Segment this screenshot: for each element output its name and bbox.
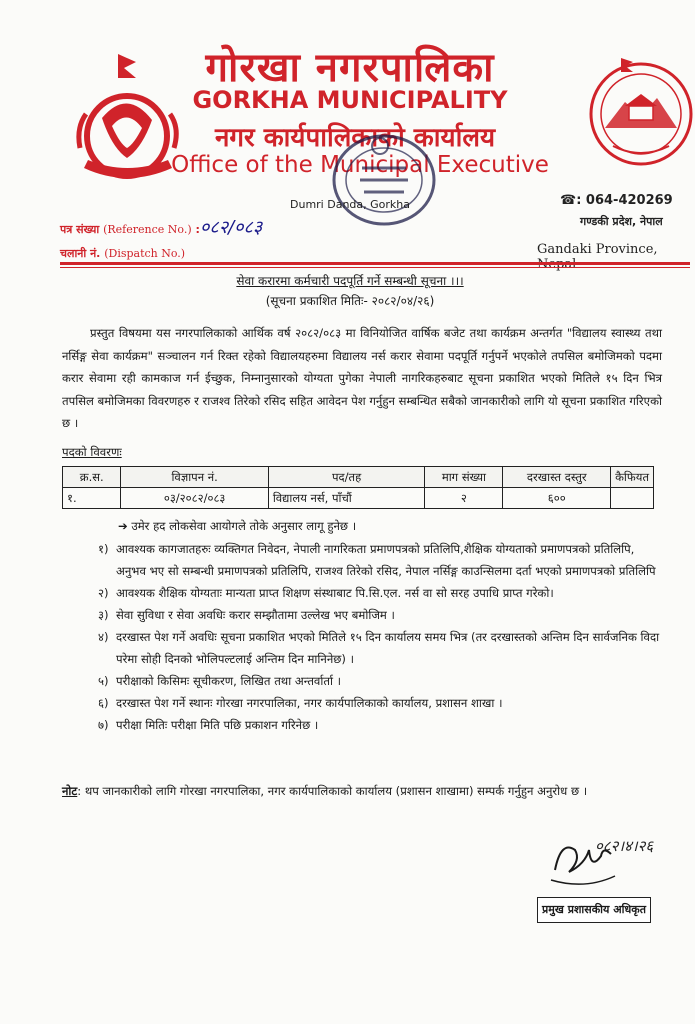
list-item bbox=[62, 604, 662, 626]
header-divider bbox=[60, 262, 690, 265]
notice-published-date: (सूचना प्रकाशित मितिः- २०८२/०४/२६) bbox=[265, 294, 435, 308]
cell-serial: १. bbox=[63, 488, 121, 509]
post-details-table bbox=[62, 466, 654, 509]
list-item-text: आवश्यक कागजातहरुः व्यक्तिगत निवेदन, नेपाली नागरिकता प्रमाणपत्रको प्रतिलिपि,शैक्षिक योग्यताको प्रमाणपत्रको प्रतिलिपि, अनुभव भए सो सम्बन्धी प्रमाणपत्रको प्रतिलिपि, राजश्व तिरेको रसिद, नेपाल नर्सिङ्ग काउन्सिलमा दर्ता भएको प्रमाणपत्रको प्रतिलिपि bbox=[116, 542, 656, 578]
cell-application-fee: ६०० bbox=[503, 488, 611, 509]
office-location: Dumri Danda, Gorkha bbox=[290, 198, 410, 211]
office-stamp-icon bbox=[322, 124, 442, 234]
list-item bbox=[62, 626, 662, 670]
list-item-number: १) bbox=[98, 542, 109, 556]
post-details-heading: पदको विवरणः bbox=[62, 445, 122, 459]
cell-advert-no: ०३/२०८२/०८३ bbox=[121, 488, 268, 509]
list-item bbox=[62, 582, 662, 604]
list-item-number: ४) bbox=[98, 630, 109, 644]
requirements-list bbox=[62, 538, 662, 736]
col-post-level: पद/तह bbox=[268, 467, 425, 488]
note-text: : थप जानकारीको लागि गोरखा नगरपालिका, नगर कार्यपालिकाको कार्यालय (प्रशासन शाखामा) सम्पर्क गर्नुहुन अनुरोध छ । bbox=[77, 784, 588, 798]
reference-label-en: (Reference No.) bbox=[103, 223, 192, 236]
signature-icon bbox=[545, 820, 675, 900]
list-item-text: दरखास्त पेश गर्ने स्थानः गोरखा नगरपालिका, नगर कार्यपालिकाको कार्यालय, प्रशासन शाखा । bbox=[116, 696, 503, 710]
list-item bbox=[62, 538, 662, 582]
reference-label: पत्र संख्या (Reference No.) : bbox=[60, 223, 200, 236]
list-item-text: परीक्षाको किसिमः सूचीकरण, लिखित तथा अन्तर्वार्ता । bbox=[116, 674, 342, 688]
officer-title-stamp: प्रमुख प्रशासकीय अधिकृत bbox=[537, 897, 651, 923]
dispatch-label bbox=[60, 246, 185, 261]
col-remarks: कैफियत bbox=[611, 467, 654, 488]
age-limit-note: ➔ उमेर हद लोकसेवा आयोगले तोके अनुसार लागू हुनेछ । bbox=[118, 519, 357, 533]
table-header-row bbox=[63, 467, 654, 488]
list-item-number: २) bbox=[98, 586, 109, 600]
list-item-number: ६) bbox=[98, 696, 109, 710]
list-item-text: सेवा सुविधा र सेवा अवधिः करार सम्झौतामा उल्लेख भए बमोजिम । bbox=[116, 608, 395, 622]
list-item bbox=[62, 692, 662, 714]
list-item-text: परीक्षा मितिः परीक्षा मिति पछि प्रकाशन गरिनेछ । bbox=[116, 718, 319, 732]
municipality-name-np: गोरखा नगरपालिका bbox=[205, 45, 495, 91]
table-row bbox=[63, 488, 654, 509]
province-np: गण्डकी प्रदेश, नेपाल bbox=[580, 215, 663, 228]
header-divider-thin bbox=[60, 267, 690, 268]
cell-demand-count: २ bbox=[425, 488, 503, 509]
cell-remarks bbox=[611, 488, 654, 509]
list-item-text: दरखास्त पेश गर्ने अवधिः सूचना प्रकाशित भएको मितिले १५ दिन कार्यालय समय भित्र (तर दरखास्तको अन्तिम दिन सार्वजनिक विदा परेमा सोही दिनको भोलिपल्टलाई अन्तिम दिन मानिनेछ) । bbox=[116, 630, 660, 666]
reference-number: ०८२/०८३ bbox=[200, 217, 263, 238]
list-item-number: ७) bbox=[98, 718, 109, 732]
municipality-logo-icon bbox=[585, 50, 695, 170]
office-name-np: नगर कार्यपालिकाको कार्यालय bbox=[214, 123, 496, 153]
footer-note bbox=[62, 780, 657, 802]
note-label: नोट bbox=[62, 784, 78, 798]
list-item bbox=[62, 670, 662, 692]
signature-date: ०८२।४।२६ bbox=[595, 837, 654, 855]
reference-label-np: पत्र संख्या bbox=[60, 223, 100, 236]
col-demand-count: माग संख्या bbox=[425, 467, 503, 488]
list-item bbox=[62, 714, 662, 736]
col-advert-no: विज्ञापन नं. bbox=[121, 467, 268, 488]
office-name-en: Office of the Municipal Executive bbox=[171, 152, 549, 178]
col-application-fee: दरखास्त दस्तुर bbox=[503, 467, 611, 488]
list-item-number: ५) bbox=[98, 674, 109, 688]
notice-title: सेवा करारमा कर्मचारी पदपूर्ति गर्ने सम्बन्धी सूचना ।।। bbox=[236, 274, 464, 288]
list-item-number: ३) bbox=[98, 608, 109, 622]
cell-post-level: विद्यालय नर्स, पाँचौं bbox=[268, 488, 425, 509]
dispatch-label-np: चलानी नं. bbox=[60, 247, 101, 260]
municipality-name-en: GORKHA MUNICIPALITY bbox=[192, 86, 508, 114]
dispatch-label-en: (Dispatch No.) bbox=[104, 247, 186, 260]
province-en: Gandaki Province, bbox=[537, 242, 658, 257]
notice-body: प्रस्तुत विषयमा यस नगरपालिकाको आर्थिक वर्ष २०८२/०८३ मा विनियोजित वार्षिक बजेट तथा कार्यक्रम अन्तर्गत "विद्यालय स्वास्थ्य तथा नर्सिङ्ग सेवा कार्यक्रम" सञ्चालन गर्न रिक्त रहेको विद्यालयहरुमा विद्यालय नर्स करार सेवामा पदपूर्ति गर्नुपर्ने भएकोले तपसिल बमोजिमको पदमा करार सेवामा रही कामकाज गर्न ईच्छुक, निम्नानुसारको योग्यता पुगेका नेपाली नागरिकहरुबाट सूचना प्रकाशित भएको मितिले १५ दिन भित्र तपसिल बमोजिमका विवरणहरु र राजश्व तिरेको रसिद सहित आवेदन पेश गर्नुहुन सम्बन्धित सबैको जानकारीको लागि यो सूचना प्रकाशित गरिएको छ । bbox=[62, 326, 662, 430]
phone-number: ☎: 064-420269 bbox=[560, 193, 673, 208]
list-item-text: आवश्यक शैक्षिक योग्यताः मान्यता प्राप्त शिक्षण संस्थाबाट पि.सि.एल. नर्स वा सो सरह उपाधि प्राप्त गरेको। bbox=[116, 586, 554, 600]
col-serial: क्र.स. bbox=[63, 467, 121, 488]
